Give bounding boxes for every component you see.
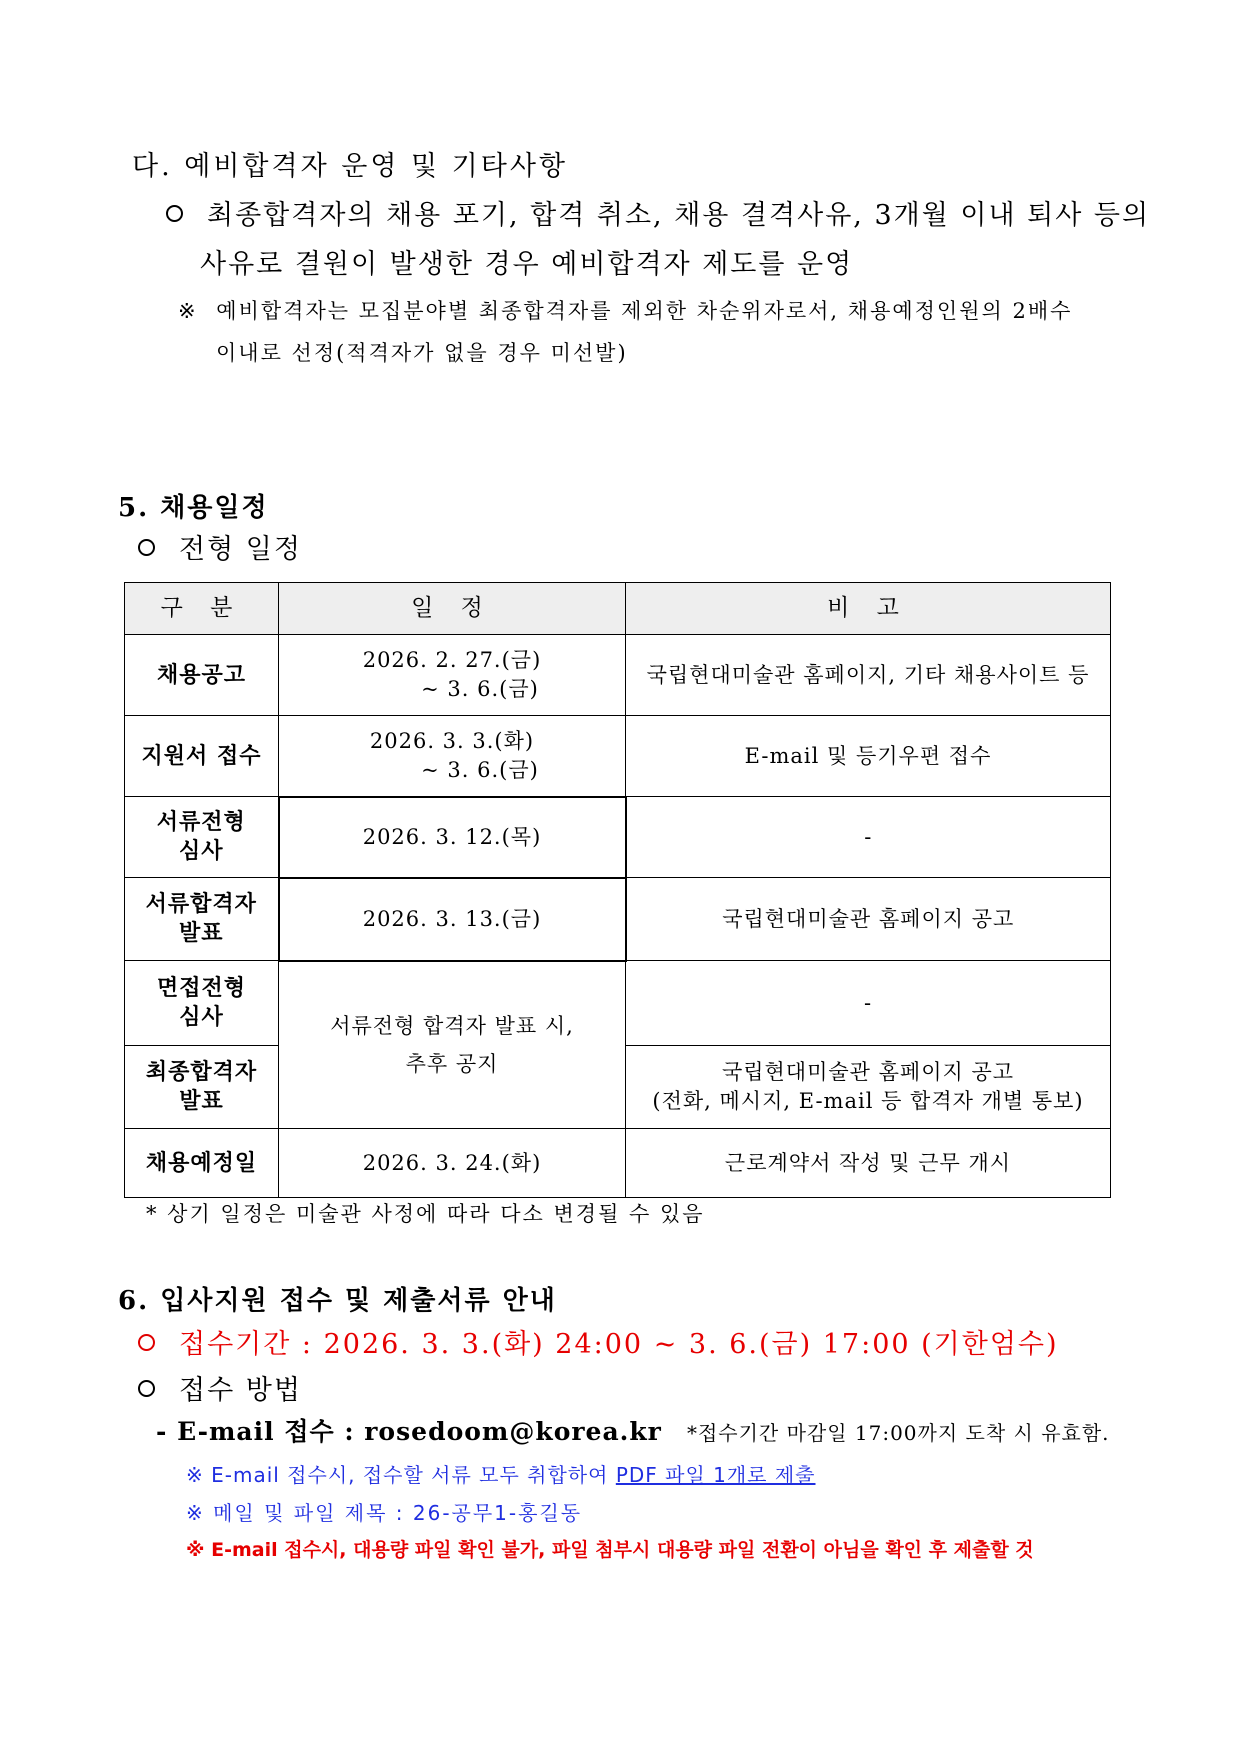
table-row (125, 1129, 1111, 1198)
category-line1: 서류전형 (156, 809, 246, 835)
circle-bullet-icon (138, 539, 155, 556)
method-row (138, 1368, 302, 1407)
section-c-bullet (166, 193, 1150, 232)
email-note: *접수기간 마감일 17:00까지 도착 시 유효함. (686, 1421, 1110, 1445)
note-pdf (186, 1459, 816, 1488)
merged-schedule-line1: 서류전형 합격자 발표 시, (330, 1013, 574, 1038)
row-schedule: 2026. 3. 12.(목) (279, 797, 626, 878)
note-pdf-underlined: PDF 파일 1개로 제출 (615, 1463, 816, 1487)
note-large-file: ※ E-mail 접수시, 대용량 파일 확인 불가, 파일 첨부시 대용량 파일 전환이 아님을 확인 후 제출할 것 (186, 1539, 1034, 1561)
note-line1: 예비합격자는 모집분야별 최종합격자를 제외한 차순위자로서, 채용예정인원의 2배수 (216, 299, 1073, 323)
circle-bullet-icon (138, 1334, 155, 1351)
table-header-row (125, 583, 1111, 635)
category-line2: 발표 (179, 1088, 224, 1114)
category-line2: 심사 (179, 1004, 224, 1030)
reference-mark: ※ (178, 299, 198, 323)
remark-line2: (전화, 메시지, E-mail 등 합격자 개별 통보) (652, 1089, 1084, 1113)
schedule-line1: 2026. 2. 27.(금) (362, 648, 542, 672)
row-category: 채용공고 (125, 635, 279, 716)
section6-title: 6. 입사지원 접수 및 제출서류 안내 (118, 1286, 557, 1316)
row-category: 채용예정일 (125, 1129, 279, 1198)
table-row (125, 635, 1111, 716)
row-remark: 국립현대미술관 홈페이지 공고 (626, 878, 1111, 961)
header-schedule: 일 정 (279, 583, 626, 635)
row-schedule: 2026. 3. 24.(화) (279, 1129, 626, 1198)
section5-subtitle-row (138, 527, 302, 566)
schedule-line2: ~ 3. 6.(금) (421, 677, 539, 701)
table-row (125, 716, 1111, 797)
table-row (125, 797, 1111, 878)
header-category: 구 분 (125, 583, 279, 635)
remark-line1: 국립현대미술관 홈페이지 공고 (721, 1060, 1015, 1084)
period-text: 접수기간 : 2026. 3. 3.(화) 24:00 ~ 3. 6.(금) 17:00 (기한엄수) (179, 1329, 1059, 1360)
row-remark (626, 1046, 1111, 1129)
merged-schedule-cell (279, 961, 626, 1129)
row-remark: - (626, 961, 1111, 1046)
row-schedule: 2026. 3. 13.(금) (279, 878, 626, 961)
method-label: 접수 방법 (179, 1375, 302, 1406)
category-line1: 최종합격자 (145, 1059, 258, 1085)
row-schedule (279, 716, 626, 797)
bullet-line2: 사유로 결원이 발생한 경우 예비합격자 제도를 운영 (200, 249, 854, 280)
merged-schedule-line2: 추후 공지 (405, 1051, 499, 1076)
row-category (125, 878, 279, 961)
category-line1: 서류합격자 (145, 891, 257, 917)
bullet-line1: 최종합격자의 채용 포기, 합격 취소, 채용 결격사유, 3개월 이내 퇴사 등의 (207, 200, 1151, 231)
row-remark: 근로계약서 작성 및 근무 개시 (626, 1129, 1111, 1198)
row-schedule (279, 635, 626, 716)
header-remark: 비 고 (626, 583, 1111, 635)
table-row (125, 878, 1111, 961)
row-remark: E-mail 및 등기우편 접수 (626, 716, 1111, 797)
schedule-line2: ~ 3. 6.(금) (421, 757, 539, 782)
category-line1: 면접전형 (156, 975, 246, 1001)
note-line2: 이내로 선정(적격자가 없을 경우 미선발) (216, 341, 628, 365)
note-pdf-prefix: ※ E-mail 접수시, 접수할 서류 모두 취합하여 (186, 1463, 616, 1487)
table-row (125, 961, 1111, 1046)
schedule-table (124, 582, 1111, 1198)
row-category (125, 1046, 279, 1129)
circle-bullet-icon (166, 205, 183, 222)
section5-subtitle: 전형 일정 (179, 534, 302, 565)
section-c-note (178, 295, 1072, 325)
email-row (156, 1412, 1110, 1448)
note-filename: ※ 메일 및 파일 제목 : 26-공무1-홍길동 (186, 1501, 583, 1525)
category-line2: 발표 (178, 920, 224, 946)
email-label: - E-mail 접수 : rosedoom@korea.kr (156, 1417, 662, 1446)
schedule-footnote: * 상기 일정은 미술관 사정에 따라 다소 변경될 수 있음 (146, 1202, 705, 1226)
section-c-title: 다. 예비합격자 운영 및 기타사항 (132, 151, 568, 182)
row-category (125, 797, 279, 878)
row-remark: - (626, 797, 1111, 878)
schedule-line1: 2026. 3. 3.(화) (369, 728, 535, 753)
period-row (138, 1322, 1059, 1361)
row-category: 지원서 접수 (125, 716, 279, 797)
circle-bullet-icon (138, 1380, 155, 1397)
row-category (125, 961, 279, 1046)
category-line2: 심사 (178, 838, 224, 864)
row-remark: 국립현대미술관 홈페이지, 기타 채용사이트 등 (626, 635, 1111, 716)
section5-title: 5. 채용일정 (118, 493, 269, 523)
